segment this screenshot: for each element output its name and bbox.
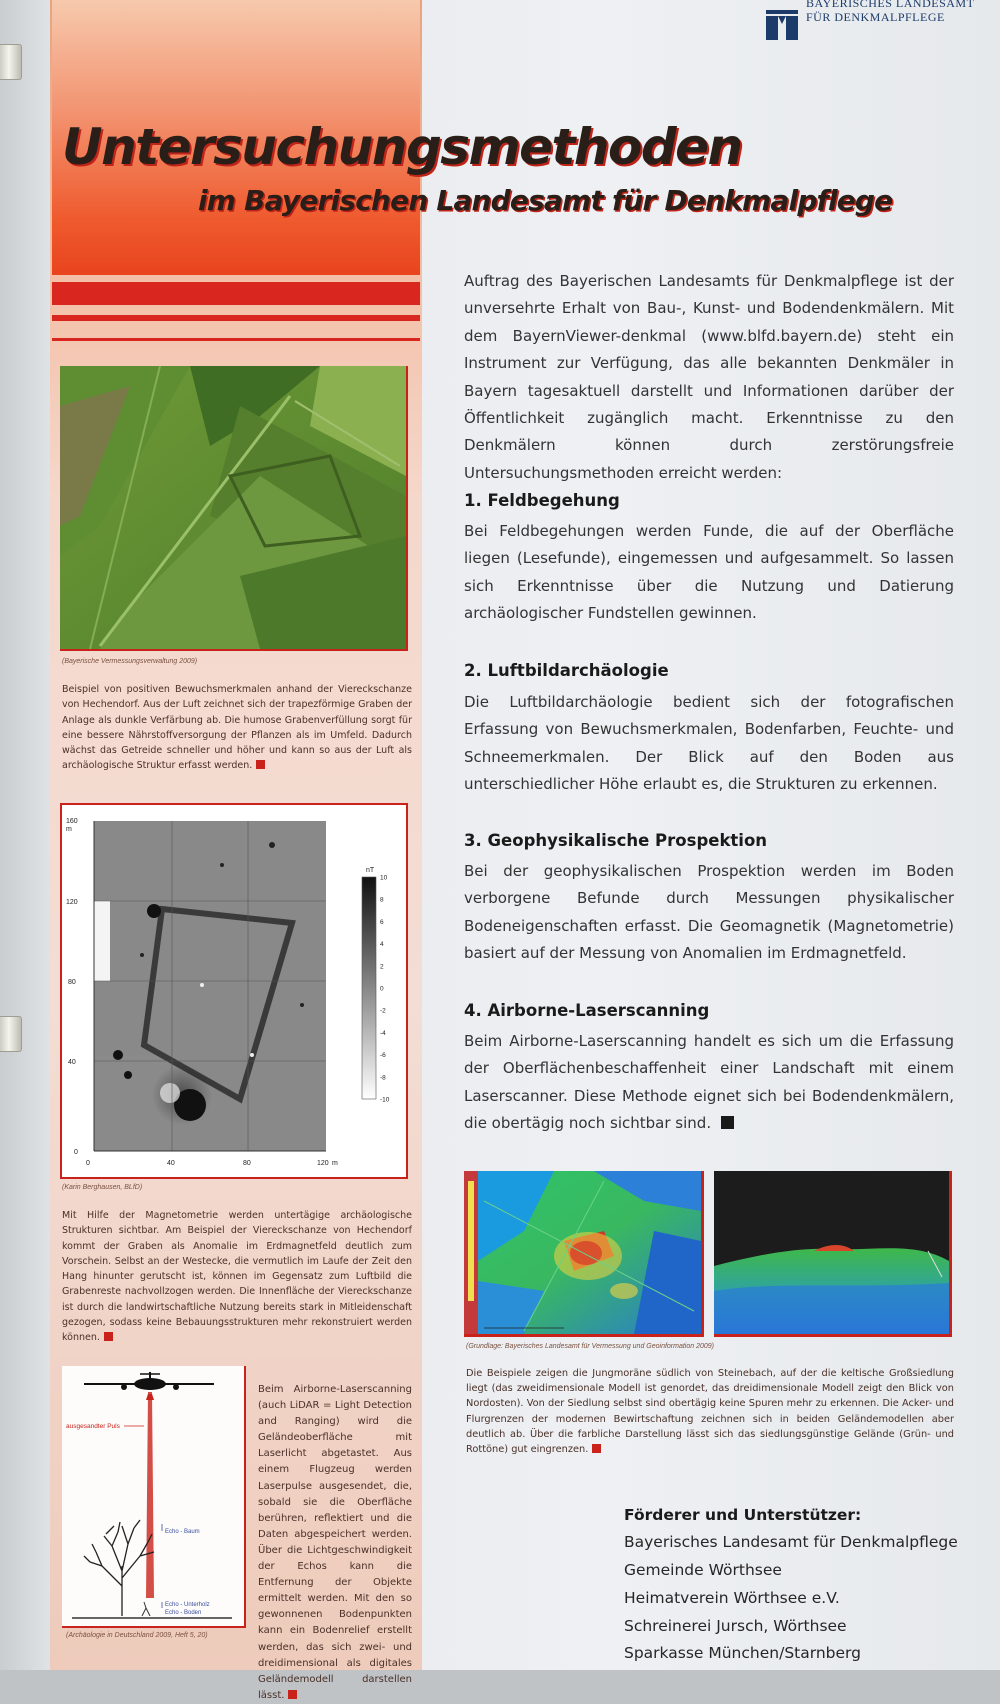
scale-tick-label: -8 — [380, 1074, 386, 1082]
logo-line-2: FÜR DENKMALPFLEGE — [806, 10, 945, 24]
blfd-logo-icon — [766, 10, 798, 40]
terrain-description-text: Die Beispiele zeigen die Jungmoräne südlich von Steinebach, auf der die keltische Großsiedlung liegt (das zweidimensionale Modell ist genordet, das dreidimensionale Modell zeigt den Blick von Nordosten). Von der Siedlung selbst sind obertägig keine Spuren mehr zu erkennen. Die Acker- und Flurgrenzen der modernen Bewirtschaftung zeichnen sich in beiden Geländemodellen aber deutlich ab. Über die farbliche Darstellung lässt sich das siedlungsgünstige Gelände (Grün- und Rottöne) gut eingrenzen. — [466, 1368, 954, 1456]
terrain-credit: (Grundlage: Bayerisches Landesamt für Vermessung und Geoinformation 2009) — [466, 1343, 714, 1350]
section-text-2: Die Luftbildarchäologie bedient sich der fotografischen Erfassung von Bewuchsmerkmalen, Bodenfarben, Feuchte- und Schneemerkmalen. Der Blick auf den Boden aus unterschiedlicher Höhe erlaubt es, die Strukturen zu erkennen. — [464, 693, 954, 794]
magnetometry-map-frame — [60, 803, 408, 1179]
lidar-diagram-frame — [62, 1366, 246, 1628]
scale-bar — [362, 877, 376, 1099]
magnetometry-description-text: Mit Hilfe der Magnetometrie werden untertägige archäologische Strukturen sichtbar. Am Beispiel der Viereckschanze von Hechendorf kommt der Graben als Anomalie im Erdmagnetfeld deutlich zum Vorschein. Selbst an der Westecke, die vermutlich im Laufe der Zeit den Hang hinunter gerutscht ist, können im Gegensatz zum Luftbild die Grabenreste nachvollzogen werden. Die Innenfläche der Viereckschanze ist durch die landwirtschaftliche Nutzung bereits stark in Mitleidenschaft gezogen, sodass keine Bebauungsstrukturen mehr rekonstruiert werden können. — [62, 1210, 412, 1344]
supporter-item: Bayerisches Landesamt für Denkmalpflege — [624, 1533, 958, 1551]
aerial-photo-frame — [60, 366, 408, 651]
lidar-credit: (Archäologie in Deutschland 2009, Heft 5, 20) — [66, 1632, 208, 1639]
magnetometry-description — [62, 1208, 412, 1346]
x-axis-unit: m — [332, 1160, 338, 1167]
echo-tree-label: Echo - Baum — [165, 1529, 200, 1535]
lidar-description — [258, 1382, 412, 1704]
scale-tick-label: -4 — [380, 1029, 386, 1037]
aerial-photo-image — [60, 366, 406, 649]
section-text-1: Bei Feldbegehungen werden Funde, die auf der Oberfläche liegen (Lesefunde), eingemessen und aufgesammelt. So lassen sich Erkenntnisse über die Nutzung und Datierung archäologischer Fundstellen gewinnen. — [464, 522, 954, 623]
x-tick-40: 40 — [167, 1160, 175, 1167]
terrain-3d-frame — [714, 1171, 952, 1337]
intro-paragraph: Auftrag des Bayerischen Landesamts für Denkmalpflege ist der unversehrte Erhalt von Bau-, Kunst- und Bodendenkmälern. Mit dem BayernViewer-denkmal (www.blfd.bayern.de) steht ein Instrument zur Verfügung, das alle bekannten Denkmäler in Bayern tagesaktuell darstellt und Informationen darüber der Öffentlichkeit zugänglich macht. Erkenntnisse zu den Denkmälern können durch zerstörungsfreie Untersuchungsmethoden erreicht werden: — [464, 272, 954, 482]
y-tick-0: 0 — [74, 1149, 78, 1156]
magnetometry-map — [62, 805, 406, 1177]
scale-tick-label: 8 — [380, 896, 384, 904]
red-stripe-2 — [52, 315, 420, 321]
x-tick-80: 80 — [243, 1160, 251, 1167]
pulse-label: ausgesandter Puls — [66, 1423, 120, 1430]
end-marker-icon — [104, 1332, 113, 1341]
supporters-heading: Förderer und Unterstützer: — [624, 1506, 862, 1524]
page-title: Untersuchungsmethoden — [62, 118, 742, 176]
red-stripe-1 — [52, 282, 420, 305]
scale-tick-label: -6 — [380, 1052, 386, 1060]
lidar-description-text: Beim Airborne-Laserscanning (auch LiDAR = Light Detection and Ranging) wird die Geländeoberfläche mit Laserlicht abgetastet. Aus einem Flugzeug werden Laserpulse ausgesendet, die, sobald sie die Oberfläche berühren, reflektiert und die Daten abgespeichert werden. Über die Lichtgeschwindigkeit der Echos kann die Entfernung der Objekte ermittelt werden. Mit den so gewonnenen Bodenpunkten kann ein Bodenrelief erstellt werden, das sich zwei- und dreidimensional als digitales Geländemodell darstellen lässt. — [258, 1384, 412, 1701]
scale-tick-label: 2 — [380, 963, 384, 971]
scale-tick-label: 0 — [380, 985, 384, 993]
scale-tick-label: -10 — [380, 1096, 390, 1104]
terrain-2d-model — [464, 1171, 701, 1334]
aerial-photo-description — [62, 682, 412, 774]
supporter-item: Gemeinde Wörthsee — [624, 1561, 782, 1579]
section-heading-2: 2. Luftbildarchäologie — [464, 661, 669, 680]
section-text-4 — [464, 1028, 954, 1138]
end-marker-icon — [256, 760, 265, 769]
echo-ground-label: Echo - Boden — [165, 1610, 202, 1616]
section-text-4-content: Beim Airborne-Laserscanning handelt es sich um die Erfassung der Oberflächenbeschaffenheit einer Landschaft mit einem Laserscanner. Diese Methode eignet sich bei Bodendenkmälern, die obertägig noch sichtbar sind. — [464, 1032, 954, 1133]
terrain-description — [466, 1366, 954, 1457]
lidar-diagram — [62, 1366, 244, 1626]
x-tick-0: 0 — [86, 1160, 90, 1167]
scale-unit: nT — [366, 867, 375, 874]
y-tick-120: 120 — [66, 899, 78, 906]
y-axis-unit: m — [66, 826, 72, 833]
red-stripe-3 — [52, 338, 420, 341]
end-marker-icon — [721, 1116, 734, 1129]
magnetometry-credit: (Karin Berghausen, BLfD) — [62, 1184, 143, 1191]
mounting-clip-middle — [0, 1016, 22, 1052]
logo-text — [806, 0, 974, 24]
terrain-2d-frame — [464, 1171, 704, 1337]
section-heading-4: 4. Airborne-Laserscanning — [464, 1001, 710, 1020]
section-heading-3: 3. Geophysikalische Prospektion — [464, 831, 768, 850]
y-tick-80: 80 — [68, 979, 76, 986]
page-subtitle: im Bayerischen Landesamt für Denkmalpflege — [198, 184, 893, 217]
supporter-item: Sparkasse München/Starnberg — [624, 1644, 861, 1662]
x-tick-120: 120 — [317, 1160, 329, 1167]
section-text-3: Bei der geophysikalischen Prospektion werden im Boden verborgene Befunde durch Messungen physikalischer Bodeneigenschaften erfasst. Die Geomagnetik (Magnetometrie) basiert auf der Messung von Anomalien im Erdmagnetfeld. — [464, 862, 954, 963]
y-tick-160: 160 — [66, 818, 78, 825]
scale-tick-label: -2 — [380, 1007, 386, 1015]
end-marker-icon — [592, 1444, 601, 1453]
end-marker-icon — [288, 1690, 297, 1699]
scale-tick-label: 6 — [380, 918, 384, 926]
echo-undergrowth-label: Echo - Unterholz — [165, 1602, 210, 1608]
aerial-photo-description-text: Beispiel von positiven Bewuchsmerkmalen anhand der Viereckschanze von Hechendorf. Aus der Luft zeichnet sich der trapezförmige Graben der Anlage als dunkle Verfärbung ab. Die humose Grabenverfüllung sorgt für eine bessere Nährstoffversorgung der Pflanzen als im Umfeld. Dadurch wächst das Getreide schneller und höher und kann so aus der Luft als archäologische Struktur erfasst werden. — [62, 684, 412, 772]
scale-tick-label: 10 — [380, 874, 388, 882]
y-tick-40: 40 — [68, 1059, 76, 1066]
mounting-clip-top — [0, 44, 22, 80]
supporter-item: Schreinerei Jursch, Wörthsee — [624, 1617, 847, 1635]
aerial-photo-credit: (Bayerische Vermessungsverwaltung 2009) — [62, 658, 198, 665]
logo-line-1: BAYERISCHES LANDESAMT — [806, 0, 975, 10]
terrain-3d-model — [714, 1171, 949, 1334]
section-heading-1: 1. Feldbegehung — [464, 491, 620, 510]
supporter-item: Heimatverein Wörthsee e.V. — [624, 1589, 840, 1607]
scale-tick-label: 4 — [380, 941, 384, 949]
